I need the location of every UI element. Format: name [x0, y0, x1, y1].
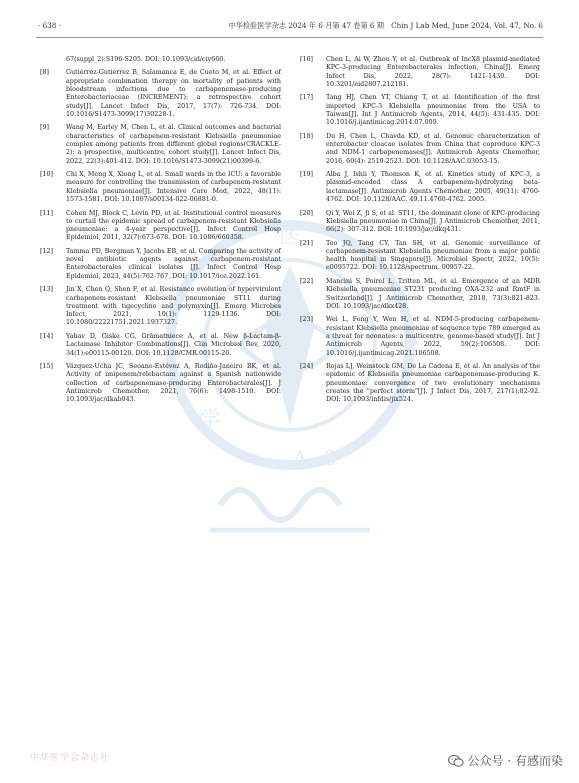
- publisher-logo: 中华医学会杂志社: [30, 753, 111, 763]
- header-divider: [36, 37, 543, 38]
- reference-number: [20]: [300, 209, 314, 217]
- reference-number: [15]: [40, 363, 54, 370]
- reference-text: Alba J, Ishii Y, Thomson K, et al. Kinetics study of KPC-3, a plasmid-encoded class A carbapenem-hydrolyzing beta-lactamase[J]. Antimicrob Agents Chemother, 2005, 49(11): 4760-4762. DOI: 10.1128/AAC. 49.11.4760-4762. 2005.: [326, 171, 540, 204]
- reference-number: [12]: [40, 247, 54, 255]
- watermark-letter: L: [398, 371, 412, 395]
- reference-text: Chi X, Meng X, Xiong L, et al. Small wards in the ICU: a favorable measure for controlling the transmission of carbapenem-resistant Klebsiella pneumoniae[J]. Intensive Care Med, 2022, 48(11): 1573-1581. DOI: 10.1007/s00134-022-06881-0.: [66, 171, 281, 204]
- reference-number: [8]: [40, 69, 49, 77]
- watermark-letter: 学: [198, 408, 222, 433]
- references-left-column: [35, 56, 281, 410]
- reference-entry: [295, 94, 540, 127]
- reference-number: [11]: [40, 209, 54, 217]
- reference-text: Rojas LJ, Weinstock GM, De La Cadena E, et al. An analysis of the epidemic of Klebsiella pneumoniae carbapenemase-producing K. pneumoniae: convergence of two evolutionary mechanisms creates the "perfect storm"[J]. J Infect Dis, 2017, 217(1):82-92. DOI: 10.1093/infdis/jix524.: [326, 363, 540, 404]
- reference-number: [14]: [40, 332, 54, 340]
- watermark-letter: 医: [278, 224, 302, 249]
- reference-number: [19]: [300, 171, 314, 179]
- page-header: [30, 21, 549, 35]
- reference-number: [22]: [300, 277, 314, 285]
- references-right-column: [295, 56, 540, 410]
- reference-text: Wang M, Earley M, Chen L, et al. Clinical outcomes and bacterial characteristics of carbapenem-resistant Klebsiella pneumoniae complex among patients from different global regions(CRACKLE-2): a prospective, multicentre, cohort study[J]. Lancet Infect Dis, 2022, 22(3):401-412. DOI: 10.1016/S1473-3099(21)00399-6.: [66, 124, 281, 165]
- wechat-icon: [448, 754, 464, 768]
- reference-number: [23]: [300, 316, 314, 324]
- watermark-letter: C: [397, 281, 413, 305]
- reference-text: Yahav D, Giske CG, Grāmatniece A, et al. New β-Lactam-β-Lactamase Inhibitor Combinations[J]. Clin Microbiol Rev, 2020, 34(1):e00115-00120. DOI: 10.1128/CMR.00115-20.: [66, 332, 281, 357]
- reference-entry: [295, 278, 540, 311]
- watermark-letter: A: [292, 446, 308, 470]
- reference-continuation: 67(suppl_2):S196-S205. DOI: 10.1093/cid/ciy660.: [66, 56, 226, 63]
- wechat-account-label: 公众号 · 有感而染: [467, 754, 563, 768]
- reference-entry: [35, 69, 281, 119]
- reference-entry: [35, 248, 281, 281]
- reference-number: [21]: [300, 239, 314, 247]
- reference-text: Tamma PD, Bergman Y, Jacobs EB, et al. Comparing the activity of novel antibiotic agents against carbapenem-resistant Enterobacterales clinical isolates [J]. Infect Control Hosp Epidemiol, 2023, 44(5):762-767. DOI: 10.1017/ice.2022.161.: [66, 247, 281, 280]
- reference-entry: [35, 363, 281, 404]
- reference-text: Wei L, Feng Y, Wen H, et al. NDM-5-producing carbapenem-resistant Klebsiella pneumoniae of sequence type 789 emerged as a threat for neonates: a multicentre, genome-based study[J]. Int J Antimicrob Agents, 2022, 59(2):106508. DOI: 10.1016/j.ijantimicag.2021.106508.: [326, 316, 540, 357]
- wechat-account-badge[interactable]: [448, 752, 563, 769]
- reference-entry: [35, 171, 281, 204]
- reference-entry: [295, 316, 540, 357]
- reference-text: Teo JQ, Tang CY, Tan SH, et al. Genomic surveillance of carbapenem-resistant Klebsiella pneumoniae from a major public health hospital in Singapore[J]. Microbiol Spectr, 2022, 10(5): e0095722. DOI: 10.1128/spectrum. 00957-22.: [326, 239, 540, 272]
- reference-entry: [35, 286, 281, 327]
- reference-entry: [295, 210, 540, 235]
- reference-text: Cohen MJ, Block C, Levin PD, et al. Institutional control measures to curtail the epidemic spread of carbapenem-resistant Klebsiella pneumoniae: a 4-year perspective[J]. Infect Control Hosp Epidemiol, 2011, 32(7):673-678. DOI: 10.1086/660358.: [66, 209, 281, 242]
- reference-text: Gutiérrez-Gutiérrez B, Salamanca E, de Cueto M, et al. Effect of appropriate combination therapy on mortality of patients with bloodstream infections due to carbapenemase-producing Enterobacteriaceae (INCREMENT): a retrospective cohort study[J]. Lancet Infect Dis, 2017, 17(7): 726-734. DOI: 10.1016/S1473-3099(17)30228-1.: [66, 69, 281, 118]
- reference-number: [24]: [300, 363, 314, 370]
- reference-number: [10]: [40, 171, 54, 179]
- reference-number: [17]: [300, 94, 314, 102]
- reference-number: [18]: [300, 132, 314, 140]
- reference-entry: [35, 333, 281, 358]
- reference-text: Chen L, Ai W, Zhou Y, et al. Outbreak of IncX8 plasmid-mediated KPC-3-producing Enterobacterales infection, China[J]. Emerg Infect Dis, 2022, 28(7): 1421-1430. DOI: 10.3201/eid2807.212181.: [326, 56, 540, 88]
- journal-citation: 中华检验医学杂志 2024 年 6 月第 47 卷第 6 期 Chin J Lab Med, June 2024, Vol. 47, No. 6: [228, 21, 543, 30]
- reference-entry: [295, 171, 540, 204]
- reference-number: [13]: [40, 286, 54, 294]
- watermark-letter: S: [323, 446, 337, 470]
- reference-number: [9]: [40, 124, 49, 132]
- reference-entry: [35, 124, 281, 165]
- reference-entry: [35, 210, 281, 243]
- reference-text: Tang HJ, Chen YT, Chiang T, et al. Identification of the first imported KPC-3 Klebsiella pneumoniae from the USA to Taiwan[J]. Int J Antimicrob Agents, 2014, 44(5): 431-435. DOI: 10.1016/j.ijantimicag.2014.07.009.: [326, 94, 540, 127]
- reference-text: Vázquez-Ucha JC, Seoane-Estévez A, Rodiño-Janeiro BK, et al. Activity of imipenem/relebactam against a Spanish nationwide collection of carbapenemase-producing Enterobacterales[J]. J Antimicrob Chemother, 2021, 76(6): 1498-1510. DOI: 10.1093/jac/dkab043.: [66, 363, 281, 404]
- reference-text: Qi Y, Wei Z, Ji S, et al. ST11, the dominant clone of KPC-producing Klebsiella pneumoniae in China[J]. J Antimicrob Chemother, 2011, 66(2): 307-312. DOI: 10.1093/jac/dkq431.: [326, 209, 540, 234]
- reference-number: [16]: [300, 56, 314, 63]
- reference-entry: [295, 363, 540, 404]
- reference-text: Jin X, Chen Q, Shen F, et al. Resistance evolution of hypervirulent carbapenem-resistant Klebsiella pneumoniae ST11 during treatment with tigecycline and polymyxin[J]. Emerg Microbes Infect, 2021, 10(1): 1129-1136. DOI: 10.1080/22221751.2021.1937327.: [66, 286, 281, 327]
- page-number: · 638 ·: [38, 21, 61, 30]
- reference-text: Du H, Chen L, Chavda KD, et al. Genomic characterization of enterobacter cloacae isolates from China that coproduce KPC-3 and NDM-1 carbapenemases[J]. Antimicrob Agents Chemother, 2016, 60(4): 2519-2523. DOI: 10.1128/AAC.03053-15.: [326, 132, 540, 165]
- reference-entry: [295, 240, 540, 273]
- reference-entry: [295, 56, 540, 89]
- watermark-letter: A: [404, 326, 420, 350]
- reference-text: Mancini S, Poirel L, Tritten ML, et al. Emergence of an MDR Klebsiella pneumoniae ST231 producing OXA-232 and RmtF in Switzerland[J]. J Antimicrob Chemother, 2018, 73(3):821-823. DOI: 10.1093/jac/dkx428.: [326, 277, 540, 310]
- reference-entry: [295, 133, 540, 166]
